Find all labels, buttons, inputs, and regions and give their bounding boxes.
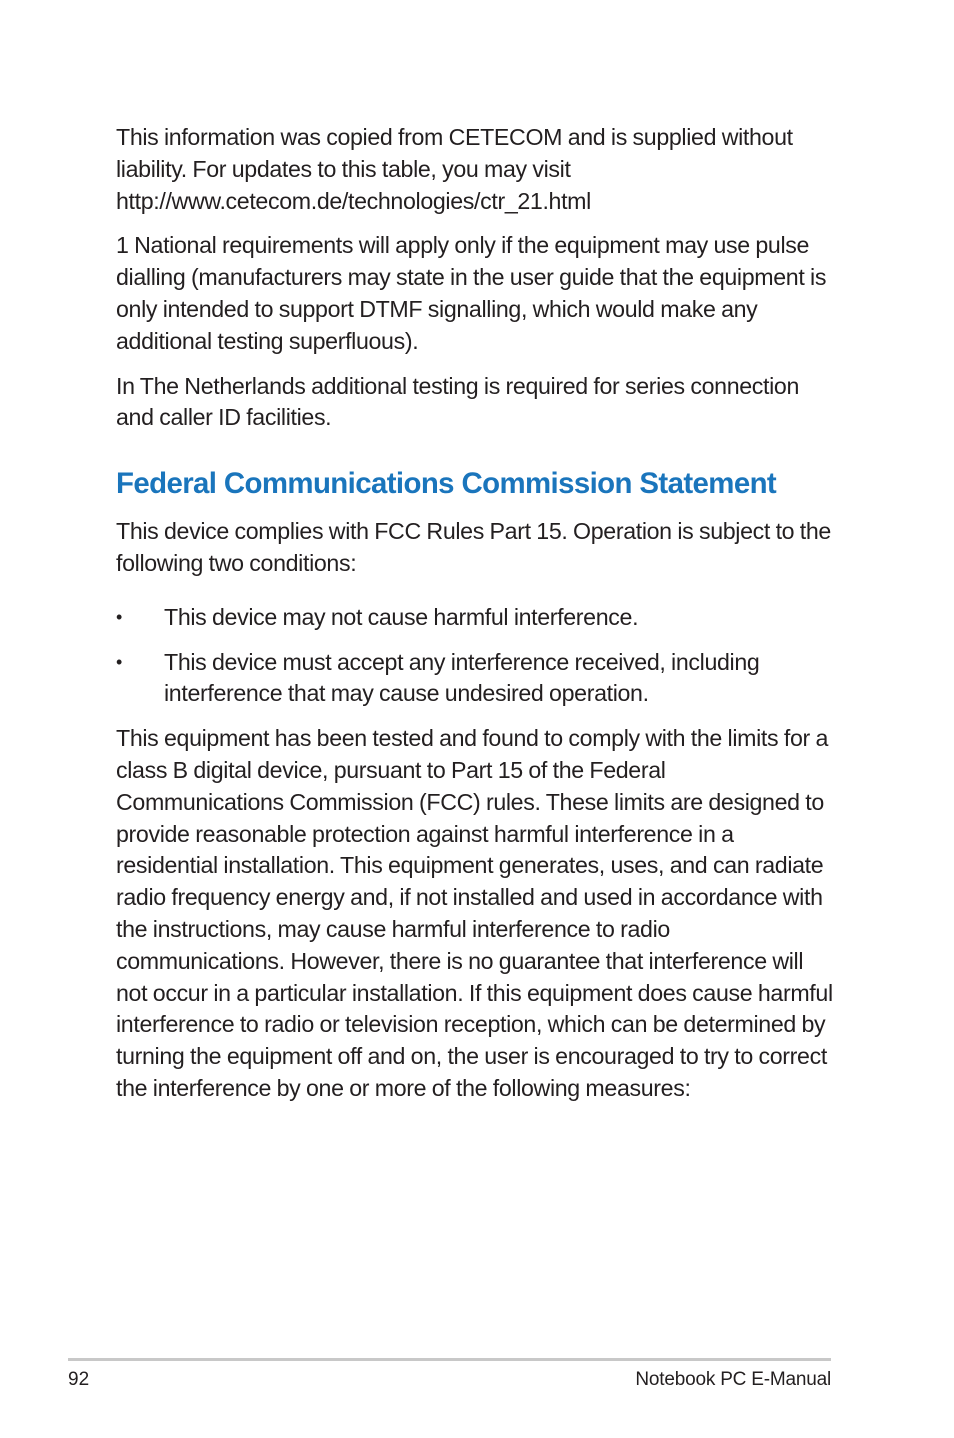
footer-divider: [68, 1358, 831, 1361]
list-item: [116, 602, 834, 634]
fcc-body-paragraph: This equipment has been tested and found to comply with the limits for a class B digital device, pursuant to Part 15 of the Federal Communications Commission (FCC) rules. These limits are designed to provide reasonable protection against harmful interference in a residential installation. This equipment generates, uses, and can radiate radio frequency energy and, if not installed and used in accordance with the instructions, may cause harmful interference to radio communications. However, there is no guarantee that interference will not occur in a particular installation. If this equipment does cause harmful interference to radio or television reception, which can be determined by turning the equipment off and on, the user is encouraged to try to correct the interference by one or more of the following measures:: [116, 725, 833, 1101]
list-item: [116, 647, 834, 711]
national-requirements-paragraph: 1 National requirements will apply only if the equipment may use pulse dialling (manufacturers may state in the user guide that the equipment is only intended to support DTMF signalling, which would make any additional testing superfluous).: [116, 232, 827, 354]
condition-text: This device may not cause harmful interference.: [164, 603, 639, 630]
fcc-intro-paragraph: This device complies with FCC Rules Part 15. Operation is subject to the following two conditions:: [116, 518, 831, 576]
netherlands-testing-paragraph: In The Netherlands additional testing is required for series connection and caller ID facilities.: [116, 372, 800, 431]
cetecom-disclaimer-paragraph: This information was copied from CETECOM and is supplied without liability. For updates to this table, you may visit http://www.cetecom.de/technologies/ctr_21.html: [116, 124, 793, 214]
condition-text: This device must accept any interference received, including interference that may cause undesired operation.: [164, 648, 760, 707]
fcc-section-title: Federal Communications Commission Statement: [116, 467, 777, 501]
page-number: 92: [68, 1369, 90, 1390]
fcc-conditions-list: [116, 602, 834, 710]
manual-title: Notebook PC E-Manual: [635, 1369, 831, 1390]
bullet-icon: •: [116, 651, 122, 672]
page-content: [116, 122, 834, 1118]
bullet-icon: •: [116, 606, 122, 627]
